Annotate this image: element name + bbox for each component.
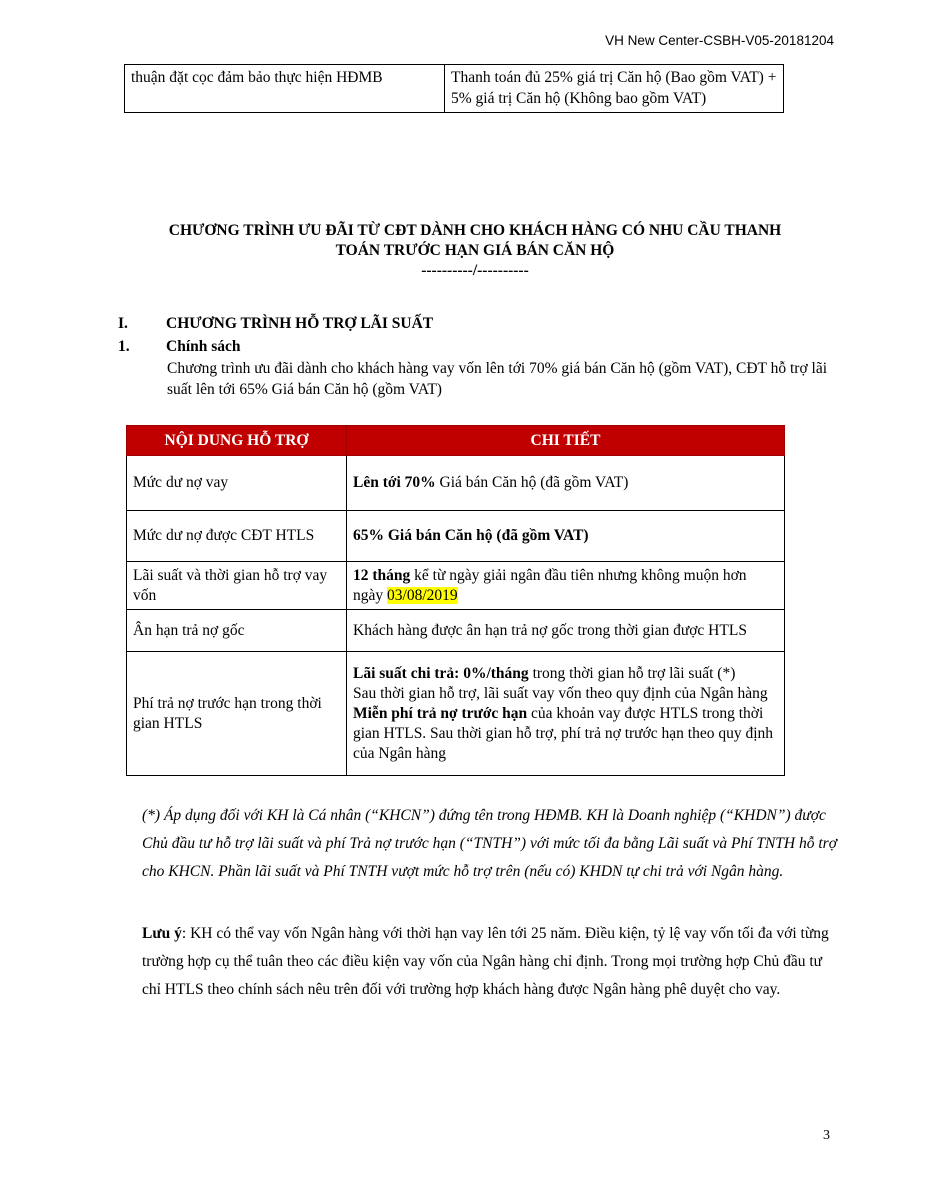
table-cell: thuận đặt cọc đảm bảo thực hiện HĐMB: [125, 65, 445, 113]
document-code: VH New Center-CSBH-V05-20181204: [605, 33, 834, 48]
support-table: [126, 425, 785, 776]
heading-line-2: TOÁN TRƯỚC HẠN GIÁ BÁN CĂN HỘ: [335, 242, 615, 259]
section-number: I.: [118, 315, 128, 332]
heading-separator: ----------/----------: [421, 262, 529, 279]
section-title: CHƯƠNG TRÌNH HỖ TRỢ LÃI SUẤT: [166, 315, 434, 332]
page-number: 3: [823, 1128, 830, 1143]
policy-paragraph: Chương trình ưu đãi dành cho khách hàng vay vốn lên tới 70% giá bán Căn hộ (gồm VAT), CĐT hỗ trợ lãi suất lên tới 65% Giá bán Căn hộ (gồm VAT): [167, 360, 828, 398]
row-detail: Lên tới 70% Giá bán Căn hộ (đã gồm VAT): [347, 456, 785, 511]
row-detail: Khách hàng được ân hạn trả nợ gốc trong thời gian được HTLS: [347, 610, 785, 652]
table-row: [127, 652, 785, 776]
row-label: Lãi suất và thời gian hỗ trợ vay vốn: [127, 562, 347, 610]
table-cell: Thanh toán đủ 25% giá trị Căn hộ (Bao gồm VAT) + 5% giá trị Căn hộ (Không bao gồm VAT): [445, 65, 784, 113]
continued-table: [124, 64, 784, 113]
table-header-row: [127, 426, 785, 456]
highlighted-date: 03/08/2019: [387, 586, 458, 604]
note-label: Lưu ý: [142, 925, 182, 942]
row-detail: 12 tháng kể từ ngày giải ngân đầu tiên nhưng không muộn hơn ngày 03/08/2019: [347, 562, 785, 610]
row-detail: Lãi suất chi trả: 0%/tháng trong thời gian hỗ trợ lãi suất (*) Sau thời gian hỗ trợ, lãi suất vay vốn theo quy định của Ngân hàng Miễn phí trả nợ trước hạn của khoản vay được HTLS trong thời gian HTLS. Sau thời gian hỗ trợ, phí trả nợ trước hạn theo quy định của Ngân hàng: [347, 652, 785, 776]
subsection-heading: [118, 337, 241, 357]
column-header: NỘI DUNG HỖ TRỢ: [127, 426, 347, 456]
table-row: [127, 610, 785, 652]
subsection-title: Chính sách: [166, 338, 241, 355]
column-header: CHI TIẾT: [347, 426, 785, 456]
row-label: Mức dư nợ được CĐT HTLS: [127, 511, 347, 562]
table-row: [125, 65, 784, 113]
row-label: Ân hạn trả nợ gốc: [127, 610, 347, 652]
table-row: [127, 562, 785, 610]
note-paragraph: [142, 920, 842, 1004]
note-text: : KH có thể vay vốn Ngân hàng với thời hạn vay lên tới 25 năm. Điều kiện, tỷ lệ vay vốn tối đa với từng trường hợp cụ thể tuân theo các điều kiện vay vốn của Ngân hàng chỉ định. Trong mọi trường hợp Chủ đầu tư chỉ HTLS theo chính sách nêu trên đối với trường hợp khách hàng được Ngân hàng phê duyệt cho vay.: [142, 925, 829, 998]
heading-line-1: CHƯƠNG TRÌNH ƯU ĐÃI TỪ CĐT DÀNH CHO KHÁCH HÀNG CÓ NHU CẦU THANH: [168, 222, 782, 239]
table-row: [127, 511, 785, 562]
row-label: Phí trả nợ trước hạn trong thời gian HTLS: [127, 652, 347, 776]
footnote: (*) Áp dụng đối với KH là Cá nhân (“KHCN”) đứng tên trong HĐMB. KH là Doanh nghiệp (“KHDN”) được Chủ đầu tư hỗ trợ lãi suất và phí Trả nợ trước hạn (“TNTH”) với mức tối đa bằng Lãi suất và Phí TNTH hỗ trợ cho KHCN. Phần lãi suất và Phí TNTH vượt mức hỗ trợ trên (nếu có) KHDN tự chi trả với Ngân hàng.: [142, 807, 837, 880]
table-row: [127, 456, 785, 511]
section-heading: [118, 314, 433, 334]
row-label: Mức dư nợ vay: [127, 456, 347, 511]
row-detail: 65% Giá bán Căn hộ (đã gồm VAT): [347, 511, 785, 562]
program-heading: [120, 221, 830, 281]
subsection-number: 1.: [118, 338, 130, 355]
